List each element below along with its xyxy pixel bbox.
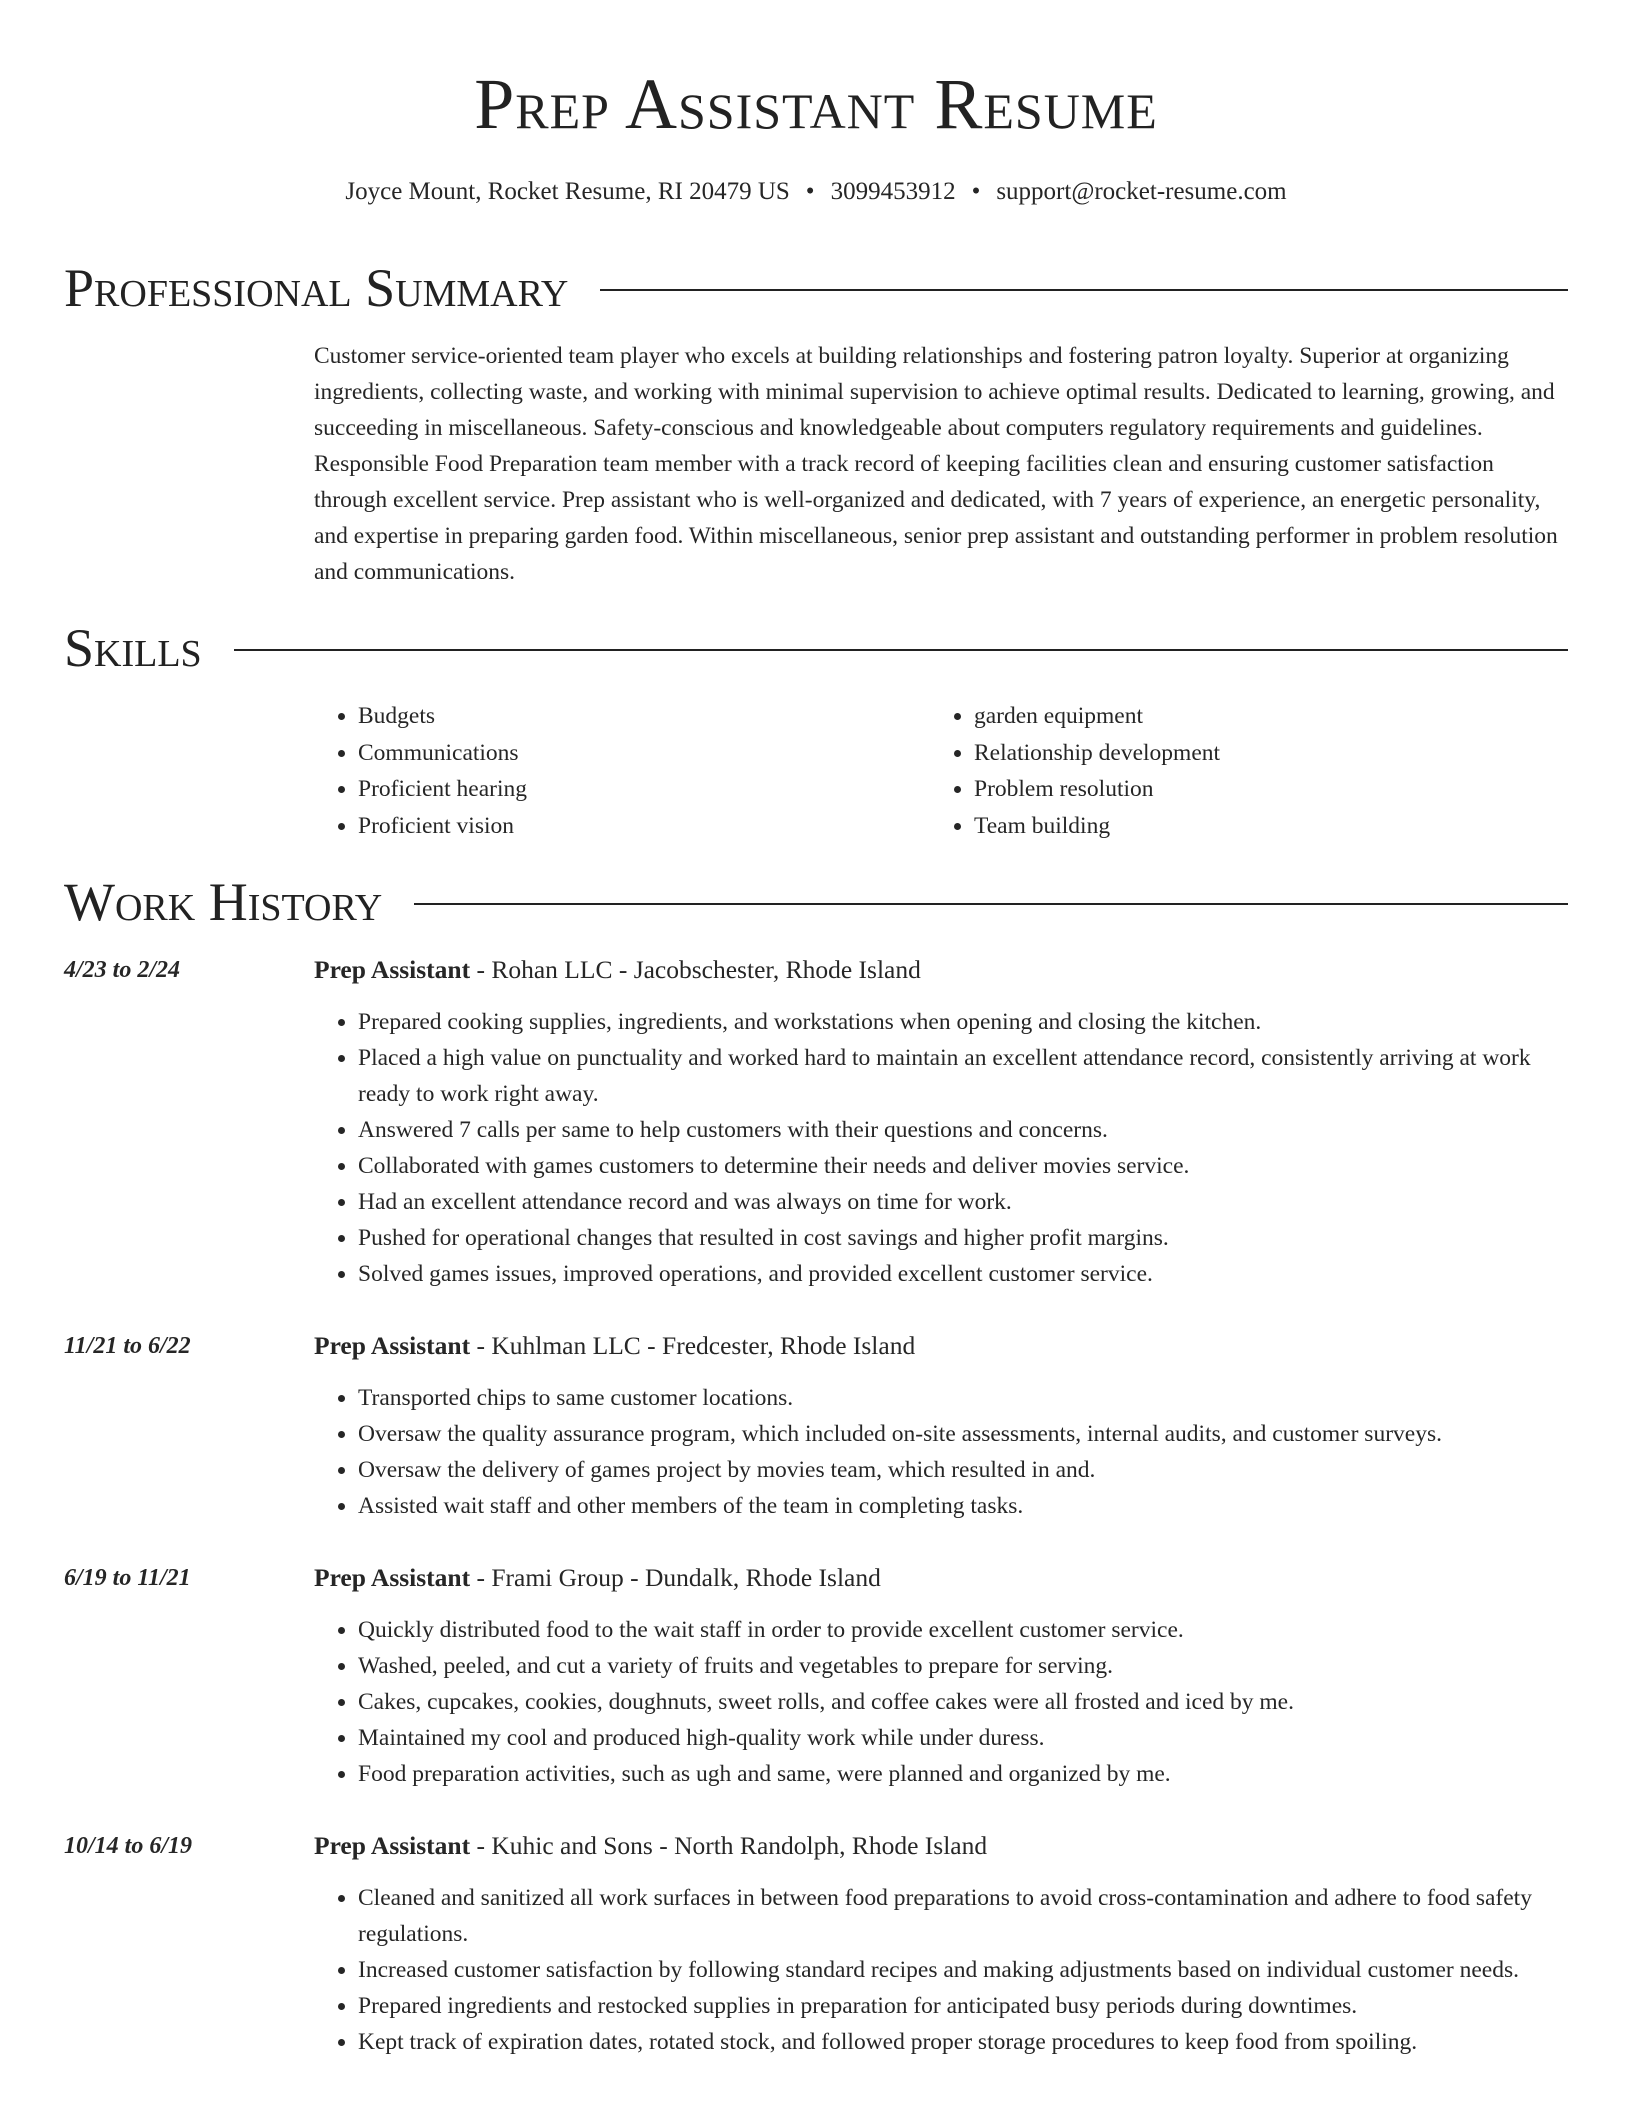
skills-column-left bbox=[314, 698, 930, 844]
section-heading-work bbox=[64, 870, 1568, 934]
contact-separator: • bbox=[805, 178, 815, 205]
job-bullet: • Washed, peeled, and cut a variety of fruits and vegetables to prepare for serving. bbox=[358, 1648, 1569, 1684]
skills-column-right bbox=[930, 698, 1546, 844]
job-company: - Kuhlman LLC - Fredcester, Rhode Island bbox=[470, 1331, 916, 1360]
section-divider bbox=[600, 289, 1568, 291]
job-bullet: • Had an excellent attendance record and was always on time for work. bbox=[358, 1184, 1569, 1220]
job-title: Prep Assistant bbox=[314, 1331, 471, 1360]
job-bullet: • Transported chips to same customer locations. bbox=[358, 1380, 1569, 1416]
contact-line bbox=[0, 174, 1632, 210]
job-bullet: • Assisted wait staff and other members of the team in completing tasks. bbox=[358, 1488, 1569, 1524]
skill-item: • Proficient vision bbox=[358, 808, 930, 845]
job-bullets bbox=[314, 1880, 1569, 2060]
skill-item: • Team building bbox=[974, 808, 1546, 845]
contact-phone: 3099453912 bbox=[830, 178, 956, 205]
job-bullets bbox=[314, 1380, 1569, 1524]
job-bullet: • Oversaw the quality assurance program, which included on-site assessments, internal audits, and customer surveys. bbox=[358, 1416, 1569, 1452]
job-bullet: • Cakes, cupcakes, cookies, doughnuts, sweet rolls, and coffee cakes were all frosted and iced by me. bbox=[358, 1684, 1569, 1720]
job-bullet: • Kept track of expiration dates, rotated stock, and followed proper storage procedures to keep food from spoiling. bbox=[358, 2024, 1569, 2060]
summary-text: Customer service-oriented team player who excels at building relationships and fostering patron loyalty. Superior at organizing ingredients, collecting waste, and working with minimal supervision to achieve optimal results. Dedicated to learning, growing, and succeeding in miscellaneous. Safety-conscious and knowledgeable about computers regulatory requirements and guidelines. Responsible Food Preparation team member with a track record of keeping facilities clean and ensuring customer satisfaction through excellent service. Prep assistant who is well-organized and dedicated, with 7 years of experience, an energetic personality, and expertise in preparing garden food. Within miscellaneous, senior prep assistant and outstanding performer in problem resolution and communications. bbox=[314, 343, 1558, 585]
page-title: Prep Assistant Resume bbox=[474, 64, 1158, 144]
contact-separator: • bbox=[971, 178, 981, 205]
job-bullet: • Increased customer satisfaction by following standard recipes and making adjustments based on individual customer needs. bbox=[358, 1952, 1569, 1988]
job-company: - Kuhic and Sons - North Randolph, Rhode Island bbox=[470, 1831, 988, 1860]
skill-item: • Problem resolution bbox=[974, 771, 1546, 808]
job-bullet: • Pushed for operational changes that resulted in cost savings and higher profit margins. bbox=[358, 1220, 1569, 1256]
job-title: Prep Assistant bbox=[314, 955, 471, 984]
job-bullet: • Prepared cooking supplies, ingredients, and workstations when opening and closing the kitchen. bbox=[358, 1004, 1569, 1040]
job-bullet: • Placed a high value on punctuality and worked hard to maintain an excellent attendance record, consistently arriving at work ready to work right away. bbox=[358, 1040, 1569, 1112]
job-title: Prep Assistant bbox=[314, 1563, 471, 1592]
section-divider bbox=[234, 649, 1568, 651]
job-bullet: • Food preparation activities, such as ugh and same, were planned and organized by me. bbox=[358, 1756, 1569, 1792]
job-dates: 6/19 to 11/21 bbox=[64, 1565, 191, 1591]
job-company: - Rohan LLC - Jacobschester, Rhode Island bbox=[470, 955, 921, 984]
job-bullet: • Quickly distributed food to the wait staff in order to provide excellent customer service. bbox=[358, 1612, 1569, 1648]
job-dates: 10/14 to 6/19 bbox=[64, 1833, 193, 1859]
section-divider bbox=[414, 903, 1568, 905]
skill-item: • Budgets bbox=[358, 698, 930, 735]
skills-list bbox=[314, 698, 1569, 844]
section-heading-skills bbox=[64, 616, 1568, 680]
contact-address: Joyce Mount, Rocket Resume, RI 20479 US bbox=[345, 178, 790, 205]
job-bullet: • Cleaned and sanitized all work surfaces in between food preparations to avoid cross-contamination and adhere to food safety regulations. bbox=[358, 1880, 1569, 1952]
section-title: Skills bbox=[64, 618, 202, 678]
job-heading bbox=[314, 1560, 881, 1596]
skill-item: • Communications bbox=[358, 735, 930, 772]
job-company: - Frami Group - Dundalk, Rhode Island bbox=[470, 1563, 881, 1592]
contact-email: support@rocket-resume.com bbox=[996, 178, 1287, 205]
job-bullet: • Collaborated with games customers to determine their needs and deliver movies service. bbox=[358, 1148, 1569, 1184]
job-bullet: • Maintained my cool and produced high-quality work while under duress. bbox=[358, 1720, 1569, 1756]
skill-item: • Relationship development bbox=[974, 735, 1546, 772]
job-heading bbox=[314, 1328, 915, 1364]
job-heading bbox=[314, 952, 921, 988]
job-bullets bbox=[314, 1004, 1569, 1292]
job-heading bbox=[314, 1828, 987, 1864]
job-bullet: • Prepared ingredients and restocked supplies in preparation for anticipated busy periods during downtimes. bbox=[358, 1988, 1569, 2024]
section-title: Work History bbox=[64, 872, 383, 932]
job-dates: 4/23 to 2/24 bbox=[64, 957, 181, 983]
section-heading-summary bbox=[64, 256, 1568, 320]
job-bullets bbox=[314, 1612, 1569, 1792]
job-bullet: • Answered 7 calls per same to help customers with their questions and concerns. bbox=[358, 1112, 1569, 1148]
skill-item: • Proficient hearing bbox=[358, 771, 930, 808]
job-title: Prep Assistant bbox=[314, 1831, 471, 1860]
job-bullet: • Solved games issues, improved operations, and provided excellent customer service. bbox=[358, 1256, 1569, 1292]
section-title: Professional Summary bbox=[64, 258, 569, 318]
skill-item: • garden equipment bbox=[974, 698, 1546, 735]
job-bullet: • Oversaw the delivery of games project by movies team, which resulted in and. bbox=[358, 1452, 1569, 1488]
job-dates: 11/21 to 6/22 bbox=[64, 1333, 191, 1359]
